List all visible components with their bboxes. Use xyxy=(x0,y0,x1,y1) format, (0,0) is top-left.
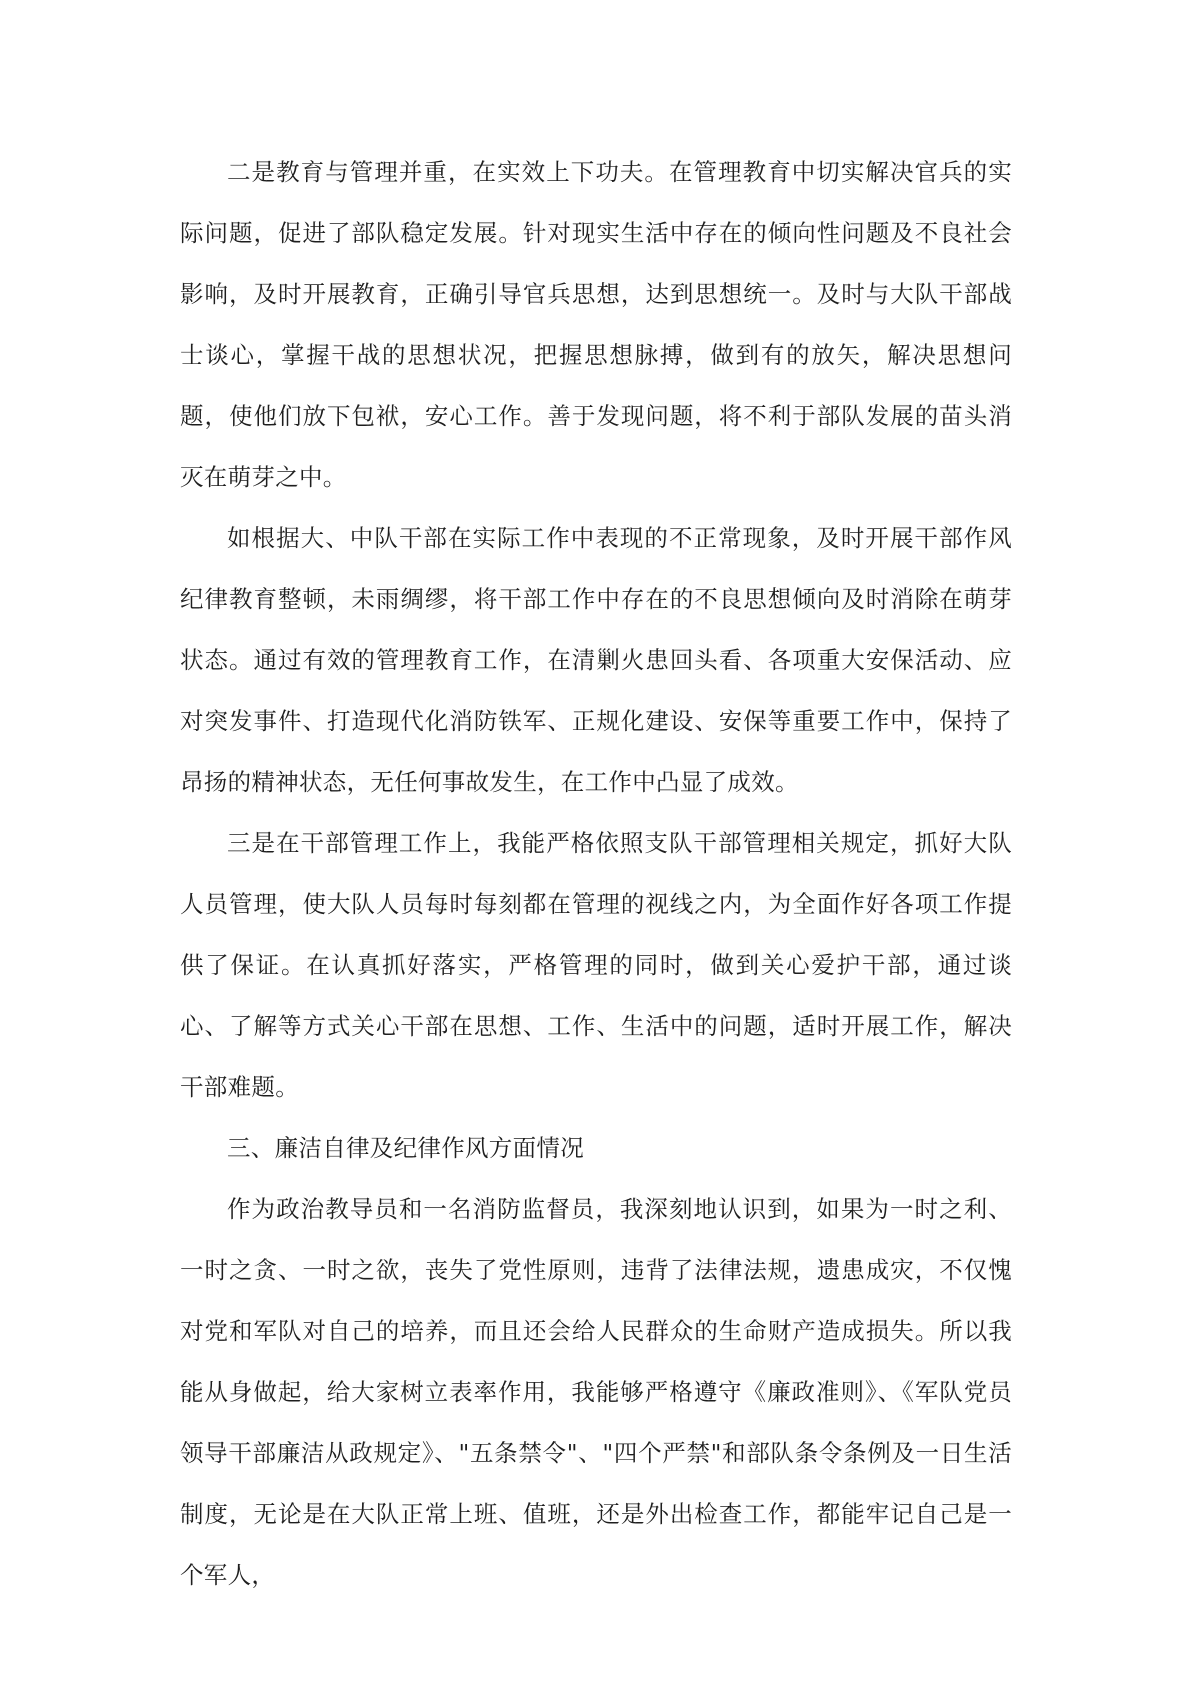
paragraph-cadre-management: 三是在干部管理工作上，我能严格依照支队干部管理相关规定，抓好大队人员管理，使大队人员每时每刻都在管理的视线之内，为全面作好各项工作提供了保证。在认真抓好落实，严格管理的同时，做到关心爱护干部，通过谈心、了解等方式关心干部在思想、工作、生活中的问题，适时开展工作，解决干部难题。 xyxy=(180,829,1012,1101)
paragraph-cadre-rectification: 如根据大、中队干部在实际工作中表现的不正常现象，及时开展干部作风纪律教育整顿，未雨绸缪，将干部工作中存在的不良思想倾向及时消除在萌芽状态。通过有效的管理教育工作，在清剿火患回头看、各项重大安保活动、应对突发事件、打造现代化消防铁军、正规化建设、安保等重要工作中，保持了昂扬的精神状态，无任何事故发生，在工作中凸显了成效。 xyxy=(180,524,1012,796)
document-body xyxy=(180,142,1012,1606)
section-heading-integrity: 三、廉洁自律及纪律作风方面情况 xyxy=(227,1134,584,1162)
paragraph-integrity-discipline: 作为政治教导员和一名消防监督员，我深刻地认识到，如果为一时之利、一时之贪、一时之欲，丧失了党性原则，违背了法律法规，遗患成灾，不仅愧对党和军队对自己的培养，而且还会给人民群众的生命财产造成损失。所以我能从身做起，给大家树立表率作用，我能够严格遵守《廉政准则》、《军队党员领导干部廉洁从政规定》、"五条禁令"、"四个严禁"和部队条令条例及一日生活制度，无论是在大队正常上班、值班，还是外出检查工作，都能牢记自己是一个军人， xyxy=(180,1195,1012,1589)
paragraph-education-management: 二是教育与管理并重，在实效上下功夫。在管理教育中切实解决官兵的实际问题，促进了部队稳定发展。针对现实生活中存在的倾向性问题及不良社会影响，及时开展教育，正确引导官兵思想，达到思想统一。及时与大队干部战士谈心，掌握干战的思想状况，把握思想脉搏，做到有的放矢，解决思想问题，使他们放下包袱，安心工作。善于发现问题，将不利于部队发展的苗头消灭在萌芽之中。 xyxy=(180,158,1012,491)
